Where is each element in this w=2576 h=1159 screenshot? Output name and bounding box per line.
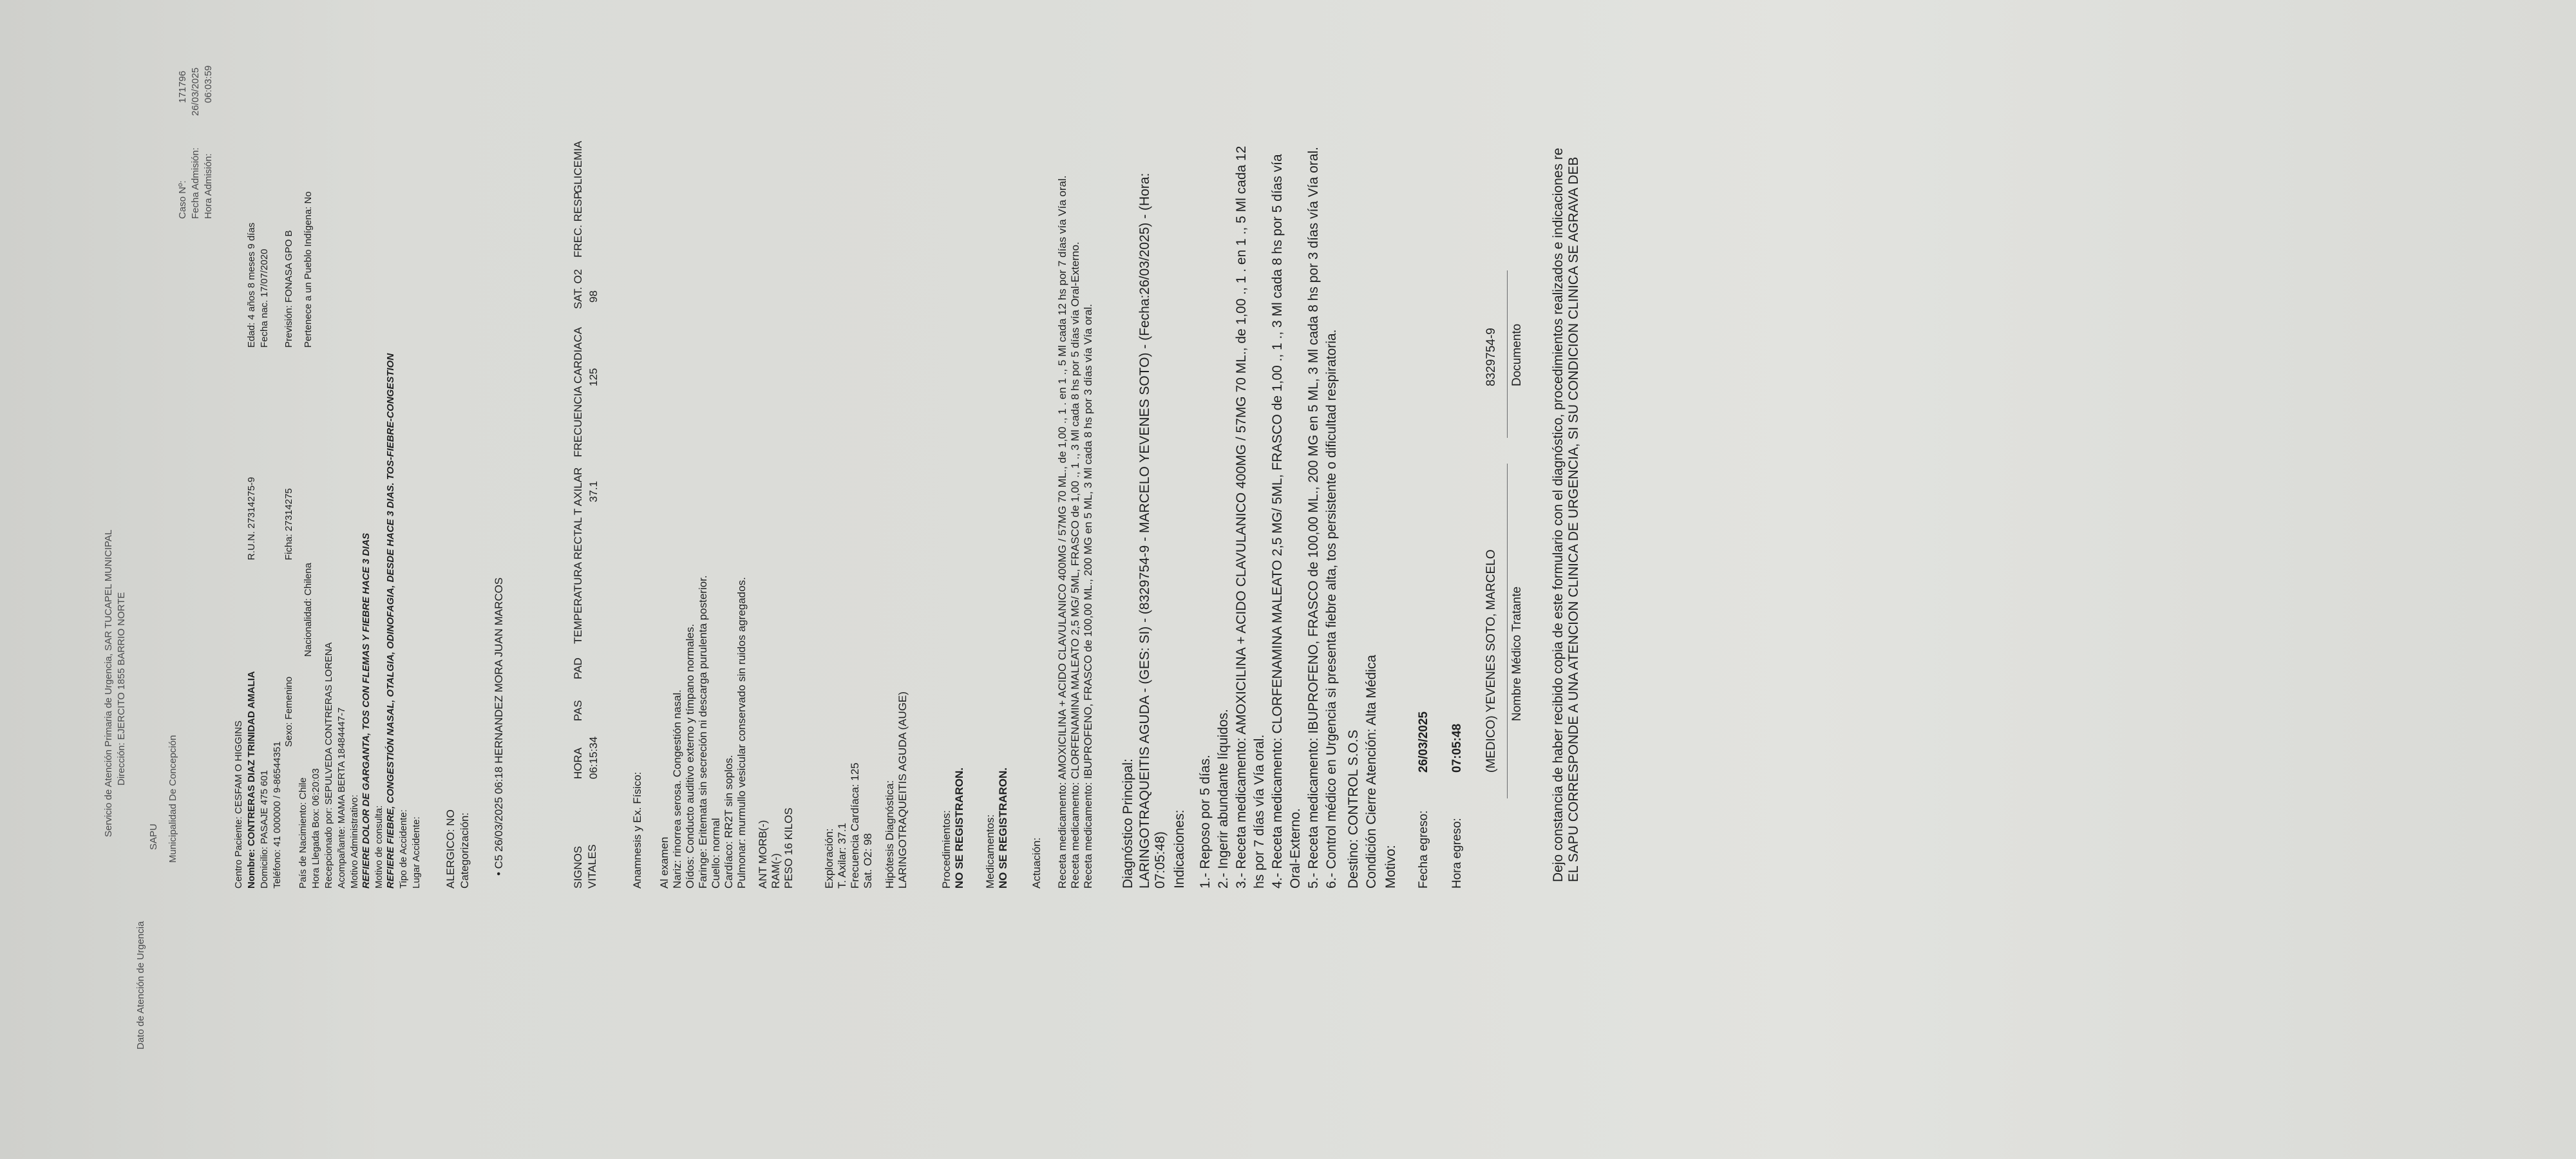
indications-line: 1.- Reposo por 5 días.	[1198, 755, 1213, 889]
patient-file: Ficha: 27314275	[283, 488, 294, 560]
exploration-line: Frecuencia Cardíaca: 125	[849, 762, 861, 889]
vitals-header-cell: FREC. RESP.	[572, 190, 584, 258]
ant-morb: ANT MORB(-)	[757, 820, 769, 889]
hypothesis: LARINGOTRAQUEITIS AGUDA (AUGE)	[896, 691, 909, 889]
vitals-header-cell: SAT. O2	[572, 269, 584, 309]
vitals-header-cell: T AXILAR	[572, 467, 584, 515]
patient-center: Centro Paciente: CESFAM O HIGGINS	[233, 721, 244, 889]
exploration-line: Sat. O2: 98	[862, 833, 874, 889]
patient-phone: Teléfono: 41 000000 / 9-86544351	[272, 741, 283, 889]
vitals-header-cell: FRECUENCIA CARDIACA	[572, 326, 584, 457]
vitals-header-cell: PAD	[572, 657, 584, 679]
indications-line: 4.- Receta medicamento: CLORFENAMINA MALEATO 2,5 MG/ 5ML, FRASCO de 1,00 ., 1 ., 3 Ml cada 8 hs por 5 días vía	[1270, 154, 1285, 889]
accident-place: Lugar Accidente:	[411, 816, 422, 889]
unit-name: SAPU	[148, 824, 159, 850]
indications-line: 6.- Control médico en Urgencia si presenta fiebre alta, tos persistente o dificultad respiratoria.	[1324, 329, 1339, 889]
received-by: Recepcionado por: SEPULVEDA CONTRERAS LORENA	[323, 642, 334, 889]
diagnosis-label: Diagnóstico Principal:	[1121, 759, 1135, 889]
vitals-value-cell: 125	[587, 368, 600, 386]
actions-label: Actuación:	[1030, 837, 1043, 889]
box-arrival-time: Hora Llegada Box: 06:20:03	[310, 768, 321, 889]
indications-lines	[1197, 146, 1341, 889]
chief-complaint: REFIERE DOLOR DE GARGANTA, TOS CON FLEMAS Y FIEBRE HACE 3 DIAS	[361, 532, 372, 889]
admit-time-value: 06:03:59	[203, 65, 214, 103]
case-label: Caso Nº:	[177, 180, 188, 219]
vitals-value-cell: 98	[587, 290, 600, 303]
patient-insurance: Previsión: FONASA GPO B	[283, 230, 294, 348]
actions-line: Receta medicamento: AMOXICILINA + ACIDO CLAVULANICO 400MG / 57MG 70 ML., de 1,00 ., 1 . en 1 ., 5 Ml cada 12 hs por 7 días vía Vía oral.	[1056, 175, 1068, 889]
doctor-document: 8329754-9	[1484, 328, 1498, 386]
actions-line: Receta medicamento: CLORFENAMINA MALEATO 2,5 MG/ 5ML, FRASCO de 1,00 ., 1 ., 3 Ml cada 8 hs por 5 días vía Oral-Externo.	[1069, 241, 1081, 889]
weight: PESO 16 KILOS	[782, 807, 795, 889]
footer-disclaimer-2: EL SAPU CORRESPONDE A UNA ATENCION CLINICA DE URGENCIA, SI SU CONDICION CLINICA SE AGRAVA DEB	[1566, 156, 1581, 882]
document-title: Dato de Atención de Urgencia	[135, 921, 146, 1050]
vitals-header-cell: GLICEMIA	[572, 140, 584, 193]
exam-line: Nariz: rinorrea serosa. Congestión nasal.	[671, 690, 683, 889]
admit-date-label: Fecha Admisión:	[190, 147, 201, 219]
exploration-line: T. Axilar: 37.1	[836, 822, 848, 889]
municipality: Municipalidad De Concepción	[167, 735, 178, 863]
closing-condition: Condición Cierre Atención: Alta Médica	[1364, 654, 1379, 889]
exit-date: 26/03/2025	[1417, 711, 1430, 773]
vitals-label-1: SIGNOS	[572, 845, 584, 889]
exam-title: Anamnesis y Ex. Físico:	[631, 771, 643, 889]
service-name: Servicio de Atención Primaria de Urgencia, SAR TUCAPEL MUNICIPAL	[103, 529, 114, 837]
hypothesis-title: Hipótesis Diagnóstica:	[884, 780, 896, 889]
vitals-label-2: VITALES	[586, 844, 598, 889]
indications-line: 2.- Ingerir abundante líquidos.	[1216, 708, 1231, 889]
vitals-value-cell: 06:15:34	[587, 736, 600, 779]
exam-line: Oídos: Conducto auditivo externo y tímpano normales.	[684, 623, 696, 889]
admit-date-value: 26/03/2025	[190, 67, 201, 116]
service-address: Dirección: EJERCITO 1855 BARRIO NORTE	[116, 592, 127, 786]
patient-sex: Sexo: Femenino	[283, 676, 294, 747]
medications-label: Medicamentos:	[984, 814, 996, 889]
categorization-label: Categorización:	[459, 812, 471, 889]
patient-rut: R.U.N. 27314275-9	[246, 476, 257, 560]
patient-birth-country: País de Nacimiento: Chile	[298, 777, 308, 889]
exam-line: Pulmonar: murmullo vesicular conservado sin ruidos agregados.	[735, 577, 748, 889]
admit-time-label: Hora Admisión:	[203, 153, 214, 219]
indications-line: hs por 7 días vía Vía oral.	[1252, 734, 1267, 889]
vitals-header-cell: TEMPERATURA RECTAL	[572, 517, 584, 644]
companion: Acompañante: MAMA BERTA 18484447-7	[336, 707, 347, 889]
medications-value: NO SE REGISTRARON.	[997, 768, 1009, 889]
exam-line: Al examen	[658, 836, 670, 889]
diagnosis-line-1: LARINGOTRAQUEITIS AGUDA - (GES: SI) - (8329754-9 - MARCELO YEVENES SOTO) - (Fecha:26/03/2025) - (Hora:	[1137, 173, 1152, 889]
admin-reason-label: Motivo Administrativo:	[349, 795, 360, 889]
case-value: 171796	[177, 70, 188, 103]
indications-label: Indicaciones:	[1172, 809, 1187, 889]
consult-reason-label: Motivo de consulta:	[374, 805, 384, 889]
patient-name: Nombre: CONTRERAS DIAZ TRINIDAD AMALIA	[246, 671, 257, 889]
vitals-header-cell: PAS	[572, 700, 584, 721]
doctor-label: Nombre Médico Tratante	[1510, 586, 1524, 721]
exit-date-label: Fecha egreso:	[1417, 810, 1430, 889]
procedures-label: Procedimientos:	[940, 810, 952, 889]
exam-lines	[658, 575, 748, 889]
indications-line: Oral-Externo.	[1288, 808, 1303, 889]
categorization-value: • C5 26/03/2025 06:18 HERNANDEZ MORA JUAN MARCOS	[493, 577, 505, 876]
patient-indigenous: Pertenece a un Pueblo Indígena: No	[303, 191, 314, 348]
vitals-header-cell: HORA	[572, 747, 584, 779]
exit-time-label: Hora egreso:	[1450, 818, 1464, 889]
allergic: ALERGICO: NO	[444, 809, 457, 889]
signature-line-document	[1507, 270, 1508, 438]
actions-lines	[1056, 175, 1095, 889]
patient-address: Domicilio: PASAJE 475 601	[259, 770, 270, 889]
patient-birth: Fecha nac. 17/07/2020	[259, 249, 270, 348]
exam-line: Cuello: normal	[710, 818, 722, 889]
closing-reason: Motivo:	[1383, 845, 1398, 889]
diagnosis-line-2: 07:05:48)	[1153, 831, 1168, 889]
accident-type: Tipo de Accidente:	[398, 809, 409, 889]
patient-nationality: Nacionalidad: Chilena	[303, 563, 314, 657]
exam-line: Faringe: Eritemata sin secreción ni descarga purulenta posterior.	[697, 575, 709, 889]
patient-age: Edad: 4 años 8 meses 9 días	[246, 222, 257, 348]
signature-line-doctor	[1507, 464, 1508, 798]
indications-line: 3.- Receta medicamento: AMOXICILINA + ACIDO CLAVULANICO 400MG / 57MG 70 ML., de 1,00 ., 1 . en 1 ., 5 Ml cada 12	[1234, 146, 1249, 889]
document-label: Documento	[1510, 323, 1524, 386]
vitals-value-cell: 37.1	[587, 480, 600, 502]
exploration-title: Exploración:	[823, 828, 835, 889]
exploration-lines	[836, 762, 875, 889]
actions-line: Receta medicamento: IBUPROFENO, FRASCO de 100,00 ML., 200 MG en 5 ML, 3 Ml cada 8 hs por 3 días vía Vía oral.	[1082, 303, 1094, 889]
exam-line: Cardíaco: RR2T sin soplos.	[723, 755, 735, 889]
procedures-value: NO SE REGISTRARON.	[953, 768, 965, 889]
footer-disclaimer-1: Dejo constancia de haber recibido copia de este formulario con el diagnóstico, procedimientos realizados e indicaciones re	[1551, 147, 1566, 882]
destination: Destino: CONTROL S.O.S	[1346, 730, 1361, 889]
exit-time: 07:05:48	[1450, 723, 1464, 773]
ram: RAM(-)	[770, 853, 782, 889]
doctor-name: (MEDICO) YEVENES SOTO, MARCELO	[1484, 549, 1498, 773]
indications-line: 5.- Receta medicamento: IBUPROFENO, FRASCO de 100,00 ML., 200 MG en 5 ML, 3 Ml cada 8 hs por 3 días vía Vía oral.	[1306, 146, 1321, 889]
consult-reason: REFIERE FIEBRE, CONGESTIÓN NASAL, OTALGIA, ODINOFAGIA, DESDE HACE 3 DIAS. TOS-FIEBRE-CONGESTION	[385, 353, 396, 889]
